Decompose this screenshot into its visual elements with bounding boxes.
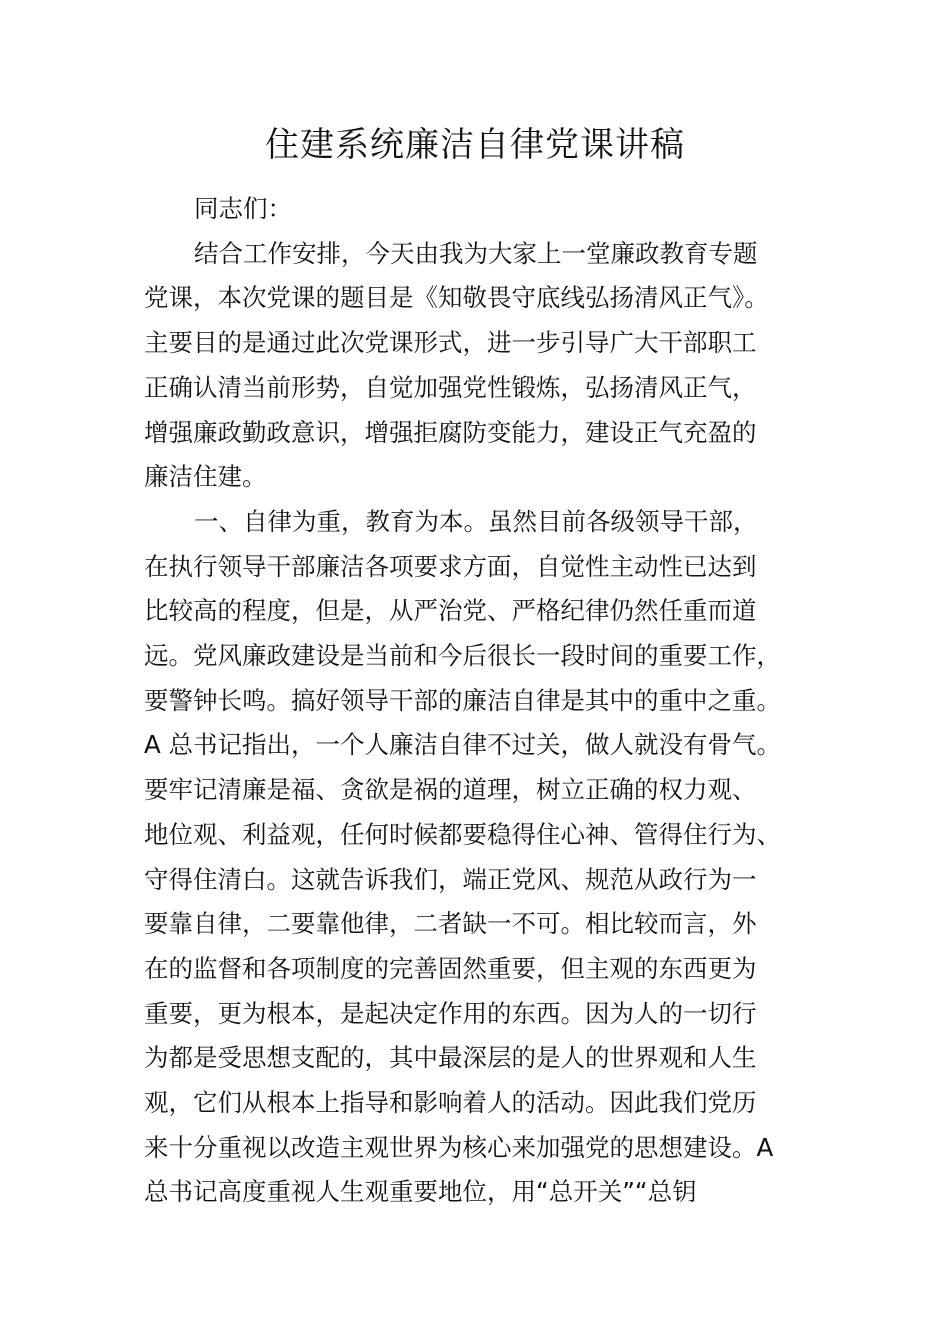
- paragraph-intro: [144, 232, 806, 500]
- text-line: 廉洁住建。: [144, 462, 267, 492]
- text-line: 增强廉政勤政意识，增强拒腐防变能力，建设正气充盈的: [144, 417, 757, 447]
- text-line: 总书记高度重视人生观重要地位，用“总开关”“总钥: [144, 1177, 697, 1207]
- text-line: 要警钟长鸣。搞好领导干部的廉洁自律是其中的重中之重。: [144, 685, 781, 715]
- text-line: 结合工作安排，今天由我为大家上一堂廉政教育专题: [194, 238, 758, 268]
- document-title: 住建系统廉洁自律党课讲稿: [265, 125, 685, 165]
- salutation: 同志们：: [194, 194, 292, 223]
- paragraph-section-one: [144, 500, 806, 1215]
- text-line: 主要目的是通过此次党课形式，进一步引导广大干部职工: [144, 328, 757, 358]
- text-line: 比较高的程度，但是，从严治党、严格纪律仍然任重而道: [144, 596, 757, 626]
- text-line: 为都是受思想支配的，其中最深层的是人的世界观和人生: [144, 1043, 757, 1073]
- text-line: 守得住清白。这就告诉我们，端正党风、规范从政行为一: [144, 864, 757, 894]
- text-line: 重要，更为根本，是起决定作用的东西。因为人的一切行: [144, 998, 757, 1028]
- text-line: 正确认清当前形势，自觉加强党性锻炼，弘扬清风正气，: [144, 372, 757, 402]
- text-line: 来十分重视以改造主观世界为核心来加强党的思想建设。A: [144, 1132, 774, 1162]
- text-line: A 总书记指出，一个人廉洁自律不过关，做人就没有骨气。: [144, 730, 782, 760]
- document-body: [144, 187, 806, 1215]
- text-line: 一、自律为重，教育为本。虽然目前各级领导干部，: [194, 506, 758, 536]
- text-line: 要牢记清廉是福、贪欲是祸的道理，树立正确的权力观、: [144, 775, 757, 805]
- text-line: 要靠自律，二要靠他律，二者缺一不可。相比较而言，外: [144, 909, 757, 939]
- text-line: 在执行领导干部廉洁各项要求方面，自觉性主动性已达到: [144, 551, 757, 581]
- text-line: 党课，本次党课的题目是《知敬畏守底线弘扬清风正气》。: [144, 283, 769, 313]
- text-line: 远。党风廉政建设是当前和今后很长一段时间的重要工作，: [144, 641, 781, 671]
- text-line: 地位观、利益观，任何时候都要稳得住心神、管得住行为、: [144, 819, 781, 849]
- text-line: 在的监督和各项制度的完善固然重要，但主观的东西更为: [144, 953, 757, 983]
- text-line: 观，它们从根本上指导和影响着人的活动。因此我们党历: [144, 1088, 757, 1118]
